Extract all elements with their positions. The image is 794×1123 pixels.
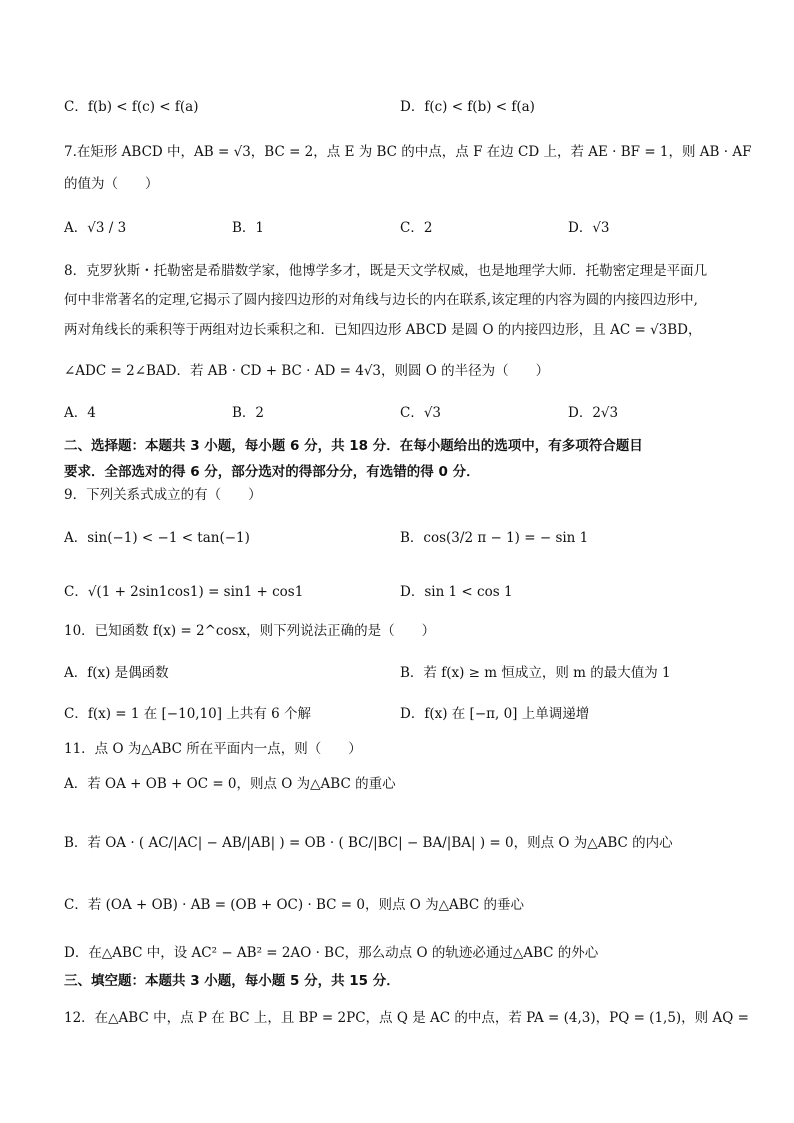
q8-option-c: C．√3 (400, 405, 442, 421)
q8-stem-line3: 两对角线长的乘积等于两组对边长乘积之和．已知四边形 ABCD 是圆 O 的内接四边形，且 AC = √3BD， (64, 322, 702, 338)
q7-stem-line2: 的值为（ ） (64, 176, 159, 192)
q6-option-c: C．f(b) < f(c) < f(a) (64, 99, 199, 115)
q10-stem: 10．已知函数 f(x) = 2^cosx，则下列说法正确的是（ ） (64, 623, 436, 639)
q11-option-b: B．若 OA · ( AC/|AC| − AB/|AB| ) = OB · ( BC/|BC| − BA/|BA| ) = 0，则点 O 为△ABC 的内心 (64, 835, 673, 851)
section-2-heading-line1: 二、选择题：本题共 3 小题，每小题 6 分，共 18 分．在每小题给出的选项中，有多项符合题目 (64, 438, 643, 454)
q7-option-d: D．√3 (568, 220, 610, 236)
q8-option-a: A．4 (64, 405, 96, 421)
q10-option-a: A．f(x) 是偶函数 (64, 665, 169, 681)
q6-option-d: D．f(c) < f(b) < f(a) (400, 99, 535, 115)
q7-stem-line1: 7.在矩形 ABCD 中，AB = √3，BC = 2，点 E 为 BC 的中点，点 F 在边 CD 上，若 AE · BF = 1，则 AB · AF (64, 144, 752, 160)
q7-option-a: A．√3 / 3 (64, 220, 127, 236)
q7-option-c: C．2 (400, 220, 433, 236)
q8-stem-line2: 何中非常著名的定理,它揭示了圆内接四边形的对角线与边长的内在联系,该定理的内容为圆的内接四边形中, (64, 292, 698, 308)
q9-option-c: C．√(1 + 2sin1cos1) = sin1 + cos1 (64, 584, 304, 600)
q11-option-d: D．在△ABC 中，设 AC² − AB² = 2AO · BC，那么动点 O 的轨迹必通过△ABC 的外心 (64, 945, 599, 961)
q8-stem-line4: ∠ADC = 2∠BAD．若 AB · CD + BC · AD = 4√3，则圆 O 的半径为（ ） (64, 363, 550, 379)
q9-stem: 9．下列关系式成立的有（ ） (64, 487, 262, 503)
q8-option-d: D．2√3 (568, 405, 619, 421)
q9-option-b: B．cos(3/2 π − 1) = − sin 1 (400, 530, 589, 546)
q8-option-b: B．2 (232, 405, 265, 421)
section-2-heading-line2: 要求．全部选对的得 6 分，部分选对的得部分分，有选错的得 0 分． (64, 464, 480, 480)
q7-option-b: B．1 (232, 220, 265, 236)
q10-option-c: C．f(x) = 1 在 [−10,10] 上共有 6 个解 (64, 706, 311, 722)
section-3-heading: 三、填空题：本题共 3 小题，每小题 5 分，共 15 分． (64, 973, 400, 989)
q11-option-c: C．若 (OA + OB) · AB = (OB + OC) · BC = 0，则点 O 为△ABC 的垂心 (64, 897, 525, 913)
q9-option-d: D．sin 1 < cos 1 (400, 584, 513, 600)
q10-option-d: D．f(x) 在 [−π, 0] 上单调递增 (400, 706, 590, 722)
q11-option-a: A．若 OA + OB + OC = 0，则点 O 为△ABC 的重心 (64, 776, 396, 792)
q11-stem: 11．点 O 为△ABC 所在平面内一点，则（ ） (64, 741, 362, 757)
q12-stem: 12．在△ABC 中，点 P 在 BC 上，且 BP = 2PC，点 Q 是 AC 的中点，若 PA = (4,3)，PQ = (1,5)，则 AQ = (64, 1010, 749, 1026)
q8-stem-line1: 8．克罗狄斯・托勒密是希腊数学家，他博学多才，既是天文学权威，也是地理学大师．托勒密定理是平面几 (64, 263, 708, 279)
q9-option-a: A．sin(−1) < −1 < tan(−1) (64, 530, 250, 546)
q10-option-b: B．若 f(x) ≥ m 恒成立，则 m 的最大值为 1 (400, 665, 671, 681)
